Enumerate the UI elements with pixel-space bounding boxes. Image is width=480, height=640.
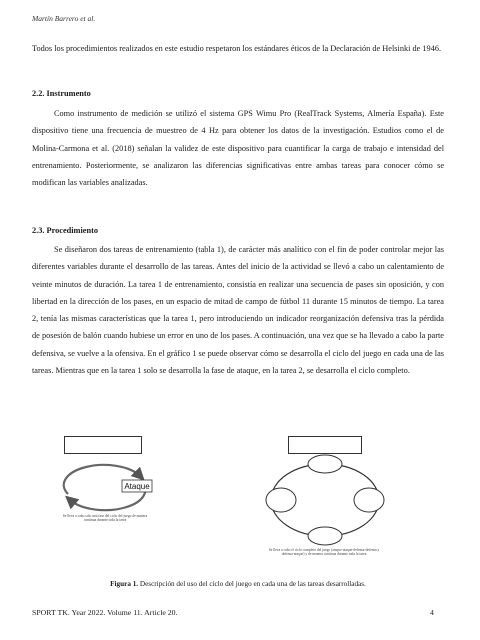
- intro-paragraph: Todos los procedimientos realizados en este estudio respetaron los estándares éticos de la Declaración de Helsinki de 1946.: [32, 44, 442, 53]
- phase-node-left: [266, 488, 296, 512]
- phase-node-top: [308, 455, 342, 473]
- phase-node-bottom: [308, 527, 342, 545]
- section-heading-procedimiento: 2.3. Procedimiento: [32, 226, 98, 235]
- full-cycle-diagram: [262, 452, 388, 548]
- right-diagram-caption: Se lleva a cabo el ciclo completo del juego (ataque-ataque-defensa-defensa y defensa-ataque) y de manera continua durante toda la tarea: [268, 548, 380, 557]
- attack-cycle-diagram: [52, 456, 156, 514]
- left-task-title-box: [64, 436, 142, 454]
- phase-node-right: [354, 488, 384, 512]
- running-head: Martín Barrero et al.: [32, 14, 96, 23]
- attack-label: Ataque: [124, 482, 150, 491]
- section-heading-instrumento: 2.2. Instrumento: [32, 89, 91, 98]
- procedimiento-paragraph: Se diseñaron dos tareas de entrenamiento (tabla 1), de carácter más analítico con el fin de poder controlar mejor las diferentes variables durante el desarrollo de las tareas. Antes del inicio de la actividad se llevó a cabo un calentamiento de veinte minutos de duración. La tarea 1 de entrenamiento, consistía en realizar una secuencia de pases sin oposición, y con libertad en la dirección de los pases, en un espacio de mitad de campo de fútbol 11 durante 15 minutos de tiempo. La tarea 2, tenía las mismas características que la tarea 1, pero introduciendo un indicador reorganización defensiva tras la pérdida de posesión de balón cuando hubiese un error en uno de los pases. A continuación, una vez que se ha llevado a cabo la parte defensiva, se vuelve a la ofensiva. En el gráfico 1 se puede observar cómo se desarrolla el ciclo del juego en cada una de las tareas. Mientras que en la tarea 1 solo se desarrolla la fase de ataque, en la tarea 2, se desarrolla el ciclo completo.: [32, 245, 444, 376]
- journal-footer: SPORT TK. Year 2022. Volume 11. Article 20.: [32, 608, 178, 617]
- page-number: 4: [430, 608, 434, 617]
- figure-caption-label: Figura 1.: [110, 580, 139, 588]
- figure-caption: [32, 580, 444, 588]
- instrumento-paragraph: Como instrumento de medición se utilizó el sistema GPS Wimu Pro (RealTrack Systems, Almería España). Este dispositivo tiene una frecuencia de muestreo de 4 Hz para obtener los datos de la investigación. Estudios como el de Molina-Carmona et al. (2018) señalan la validez de este dispositivo para cuantificar la carga de trabajo e intensidad del entrenamiento. Posteriormente, se analizaron las diferencias significativas entre ambas tareas para conocer cómo se modifican las variables analizadas.: [32, 109, 444, 188]
- left-diagram-caption: Se lleva a cabo solo una fase del ciclo del juego de manera continua durante toda la tarea: [62, 514, 148, 523]
- figure-caption-text: Descripción del uso del ciclo del juego en cada una de las tareas desarrolladas.: [139, 580, 366, 588]
